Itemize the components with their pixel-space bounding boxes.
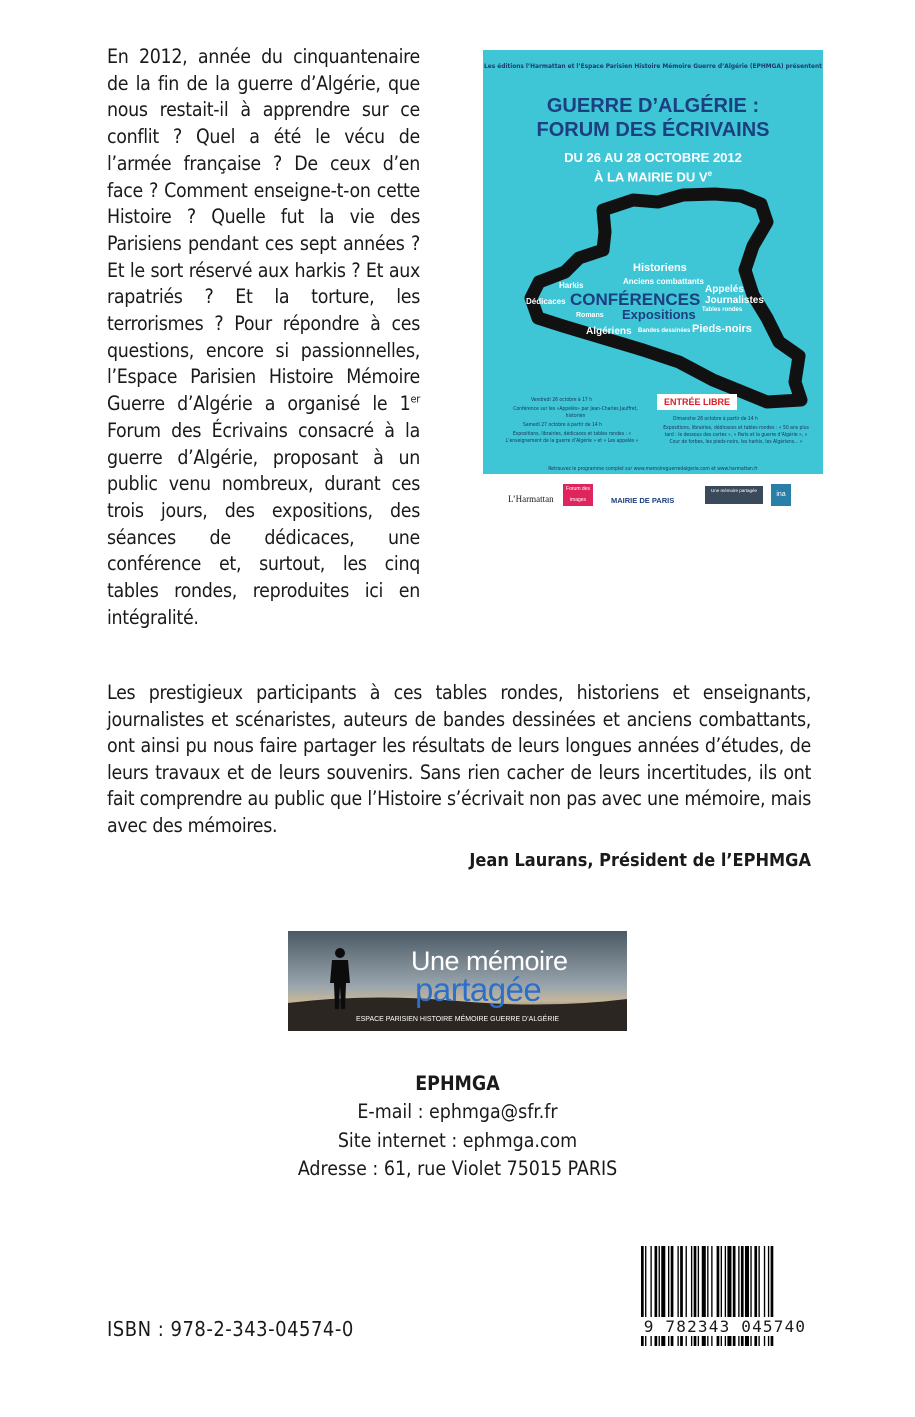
logo-forum-images: Forum des images xyxy=(563,484,593,506)
logo-mairie-paris: MAIRIE DE PARIS xyxy=(611,496,675,505)
banner-line1: Une mémoire xyxy=(411,946,568,976)
contact-org: EPHMGA xyxy=(415,1072,500,1095)
intro-paragraph xyxy=(107,44,420,631)
contact-address: Adresse : 61, rue Violet 75015 PARIS xyxy=(297,1156,618,1180)
main-paragraph: Les prestigieux participants à ces tables rondes, historiens et enseignants, journalistes et scénaristes, auteurs de bandes dessinées et anciens combattants, ont ainsi pu nous faire partager les résultats de leurs longues années d’études, de leurs travaux et de leurs souvenirs. Sans rien cacher de leurs incertitudes, ils ont fait comprendre au public que l’Histoire s’écrivait non pas avec une mémoire, mais avec des mémoires. xyxy=(107,681,811,837)
poster-dates-line1: DU 26 AU 28 OCTOBRE 2012 xyxy=(564,150,742,165)
banner-subtitle: ESPACE PARISIEN HISTOIRE MÉMOIRE GUERRE D’ALGÉRIE xyxy=(355,1016,560,1023)
logo-ina: ina xyxy=(771,484,791,506)
banner-line2: partagée xyxy=(415,971,542,1008)
intro-ordinal-sup: er xyxy=(410,392,420,406)
word-bandes-dessinees: Bandes dessinées xyxy=(638,328,691,334)
logo-harmattan: L’Harmattan xyxy=(508,494,554,504)
sunday-heading: Dimanche 28 octobre à partir de 14 h xyxy=(673,416,758,422)
signature: Jean Laurans, Président de l’EPHMGA xyxy=(469,850,811,871)
word-dedicaces: Dédicaces xyxy=(526,297,566,306)
forum-poster xyxy=(483,50,823,521)
saturday-detail: Expositions, librairies, dédicaces et tables rondes : « L’enseignement de la guerre d’Algérie » et « Les appelés » xyxy=(505,431,639,444)
word-pieds-noirs: Pieds-noirs xyxy=(692,323,752,335)
poster-logos xyxy=(483,474,823,521)
word-expositions: Expositions xyxy=(622,307,696,322)
barcode-number: 9 782343 045740 xyxy=(637,1317,813,1336)
memoire-partagee-banner xyxy=(288,931,627,1031)
saturday-heading: Samedi 27 octobre à partir de 14 h xyxy=(523,422,602,428)
contact-site: Site internet : ephmga.com xyxy=(337,1128,578,1152)
word-conferences: CONFÉRENCES xyxy=(570,290,701,309)
word-harkis: Harkis xyxy=(559,281,584,290)
word-historiens: Historiens xyxy=(633,262,687,274)
word-anciens-combattants: Anciens combattants xyxy=(623,277,704,286)
contact-email: E-mail : ephmga@sfr.fr xyxy=(357,1100,558,1124)
intro-text-a: En 2012, année du cinquantenaire de la fin de la guerre d’Algérie, que nous restait-il à apprendre sur ce conflit ? Quel a été le vécu de l’armée française ? De ceux d’en face ? Comment enseigne-t-on cette Histoire ? Quelle fut la vie des Parisiens pendant ces sept années ? Et le sort réservé aux harkis ? Et aux rapatriés ? Et la torture, les terrorismes ? Pour répondre à ces questions, encore si passionnelles, l’Espace Parisien Histoire Mémoire Guerre d’Algérie a organisé le 1 xyxy=(107,45,420,416)
entree-libre-badge: ENTRÉE LIBRE xyxy=(657,394,737,410)
word-appeles: Appelés xyxy=(705,284,744,295)
word-tables-rondes: Tables rondes xyxy=(702,307,743,313)
poster-program-line: Retrouvez le programme complet sur www.memoireguerredalgerie.com et www.harmattan.fr xyxy=(548,466,758,472)
contact-block xyxy=(0,1070,915,1183)
poster-dates-sup: e xyxy=(707,169,713,178)
word-journalistes: Journalistes xyxy=(705,295,764,306)
word-algeriens: Algériens xyxy=(586,326,632,337)
friday-heading: Vendredi 26 octobre à 17 h xyxy=(531,397,593,403)
sunday-detail: Expositions, librairies, dédicaces et tables rondes : « 50 ans plus tard : le dessous des cartes », « Paris et la guerre d’Algérie », « Cour de forbes, les pieds-noirs, les harkis, les Algériens... » xyxy=(663,425,809,445)
logo-memoire-partagee: Une mémoire partagée xyxy=(705,486,763,504)
poster-publishers: Les éditions l’Harmattan et l’Espace Parisien Histoire Mémoire Guerre d’Algérie (EPHMGA) présentent xyxy=(484,62,822,70)
isbn: ISBN : 978-2-343-04574-0 xyxy=(107,1317,354,1341)
friday-detail: Conférence sur les «Appelés» par Jean-Charles Jauffret, historien xyxy=(513,406,638,419)
word-romans: Romans xyxy=(576,312,604,319)
poster-title-line1: GUERRE D’ALGÉRIE : xyxy=(546,95,760,117)
poster-title-line2: FORUM DES ÉCRIVAINS xyxy=(536,119,770,141)
poster-dates-line2-text: À LA MAIRIE DU V xyxy=(593,169,708,185)
intro-text-b: Forum des Écrivains consacré à la guerre d’Algérie, proposant à un public venu nombreux, durant ces trois jours, des expositions, des séances de dédicaces, une conférence et, surtout, les cinq tables rondes, reproduites ici en intégralité. xyxy=(107,418,420,629)
